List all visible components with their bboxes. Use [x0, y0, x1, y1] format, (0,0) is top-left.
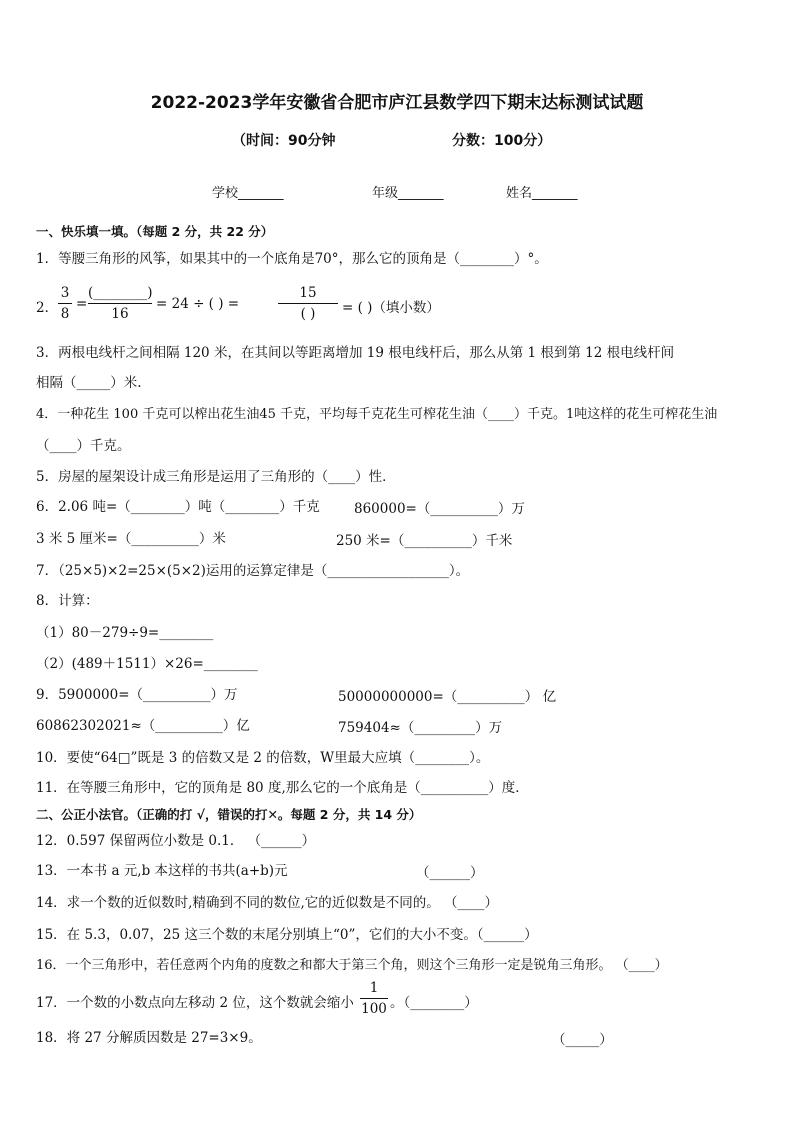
- question-15: 15．在 5.3，0.07，25 这三个数的末尾分别填上“0”，它们的大小不变。（______）: [36, 927, 538, 943]
- question-8: 8．计算：: [36, 593, 99, 609]
- fraction-numerator: (________): [88, 285, 153, 301]
- question-4-line-2: （____）千克。: [36, 438, 131, 454]
- fraction-numerator: 15: [299, 285, 317, 301]
- equals-sign: =: [76, 296, 88, 312]
- name-field: 姓名_______: [506, 186, 578, 201]
- question-18: 18．将 27 分解质因数是 27=3×9。: [36, 1030, 262, 1046]
- question-11: 11．在等腰三角形中，它的顶角是 80 度,那么它的一个底角是（__________）度．: [36, 780, 529, 796]
- question-2-middle: = 24 ÷ ( ) =: [156, 296, 240, 312]
- question-6-part-1: 6．2.06 吨=（________）吨（________）千克: [36, 499, 320, 515]
- question-13: 13．一本书 a 元,b 本这样的书共(a+b)元: [36, 863, 288, 879]
- fraction-bar: [58, 303, 72, 304]
- question-6-part-2: 860000=（__________）万: [354, 501, 525, 517]
- fraction-denominator: 100: [361, 1001, 387, 1017]
- fraction-denominator: 8: [60, 306, 70, 322]
- fraction-15-blank: [278, 284, 338, 323]
- question-7: 7．（25×5)×2=25×(5×2)运用的运算定律是（__________________）。: [36, 563, 470, 579]
- fraction-numerator: 3: [60, 285, 70, 301]
- section-2-heading: 二、公正小法官。（正确的打 √，错误的打✕。每题 2 分，共 14 分）: [36, 807, 422, 822]
- exam-time: （时间：90分钟: [232, 133, 336, 149]
- question-4-line-1: 4．一种花生 100 千克可以榨出花生油45 千克，平均每千克花生可榨花生油（____）千克。1吨这样的花生可榨花生油: [36, 407, 718, 422]
- question-6-part-4: 250 米=（__________）千米: [336, 533, 513, 549]
- question-9-part-4: 759404≈（_________）万: [338, 720, 503, 736]
- question-12: 12．0.597 保留两位小数是 0.1． （______）: [36, 833, 316, 849]
- fraction-bar: [88, 303, 152, 304]
- school-field: 学校_______: [212, 186, 284, 201]
- fraction-numerator: 1: [369, 980, 379, 996]
- question-14: 14．求一个数的近似数时,精确到不同的数位,它的近似数是不同的。 （____）: [36, 895, 499, 911]
- question-1: 1．等腰三角形的风筝，如果其中的一个底角是70°，那么它的顶角是（________）°。: [36, 251, 548, 267]
- question-8-part-2: （2）(489＋1511）×26=________: [36, 656, 258, 672]
- question-2-tail: = ( )（填小数）: [342, 300, 440, 316]
- fraction-1-100: [360, 979, 388, 1018]
- question-6-part-3: 3 米 5 厘米=（__________）米: [36, 531, 226, 547]
- question-9-part-1: 9．5900000=（__________）万: [36, 687, 238, 703]
- question-3-line-2: 相隔（_____）米.: [36, 375, 142, 391]
- grade-field: 年级_______: [372, 186, 444, 201]
- question-3-line-1: 3．两根电线杆之间相隔 120 米，在其间以等距离增加 19 根电线杆后，那么从第 1 根到第 12 根电线杆间: [36, 345, 675, 361]
- fraction-blank-16: [88, 284, 152, 323]
- fraction-bar: [278, 303, 338, 304]
- fraction-bar: [360, 998, 388, 999]
- question-17-answer: 。（________）: [390, 995, 478, 1011]
- question-16: 16．一个三角形中，若任意两个内角的度数之和都大于第三个角，则这个三角形一定是锐角三角形。 （____）: [36, 958, 668, 973]
- question-2-number: 2．: [36, 300, 59, 316]
- question-18-answer: （_____）: [552, 1032, 613, 1048]
- fraction-denominator: ( ): [300, 306, 316, 322]
- question-5: 5．房屋的屋架设计成三角形是运用了三角形的（____）性．: [36, 469, 396, 485]
- fraction-denominator: 16: [111, 306, 129, 322]
- fraction-3-8: [58, 284, 72, 323]
- question-8-part-1: （1）80－279÷9=________: [36, 625, 214, 641]
- page-title: 2022-2023学年安徽省合肥市庐江县数学四下期末达标测试试题: [150, 93, 644, 113]
- question-9-part-3: 60862302021≈（__________）亿: [36, 718, 250, 734]
- exam-score: 分数：100分）: [452, 133, 552, 149]
- section-1-heading: 一、快乐填一填。（每题 2 分，共 22 分）: [36, 224, 274, 239]
- question-17-text: 17．一个数的小数点向左移动 2 位，这个数就会缩小: [36, 995, 354, 1011]
- question-9-part-2: 50000000000=（__________） 亿: [338, 689, 557, 705]
- question-13-answer: （______）: [416, 865, 484, 881]
- question-10: 10．要使“64□”既是 3 的倍数又是 2 的倍数，W里最大应填（________）。: [36, 750, 490, 766]
